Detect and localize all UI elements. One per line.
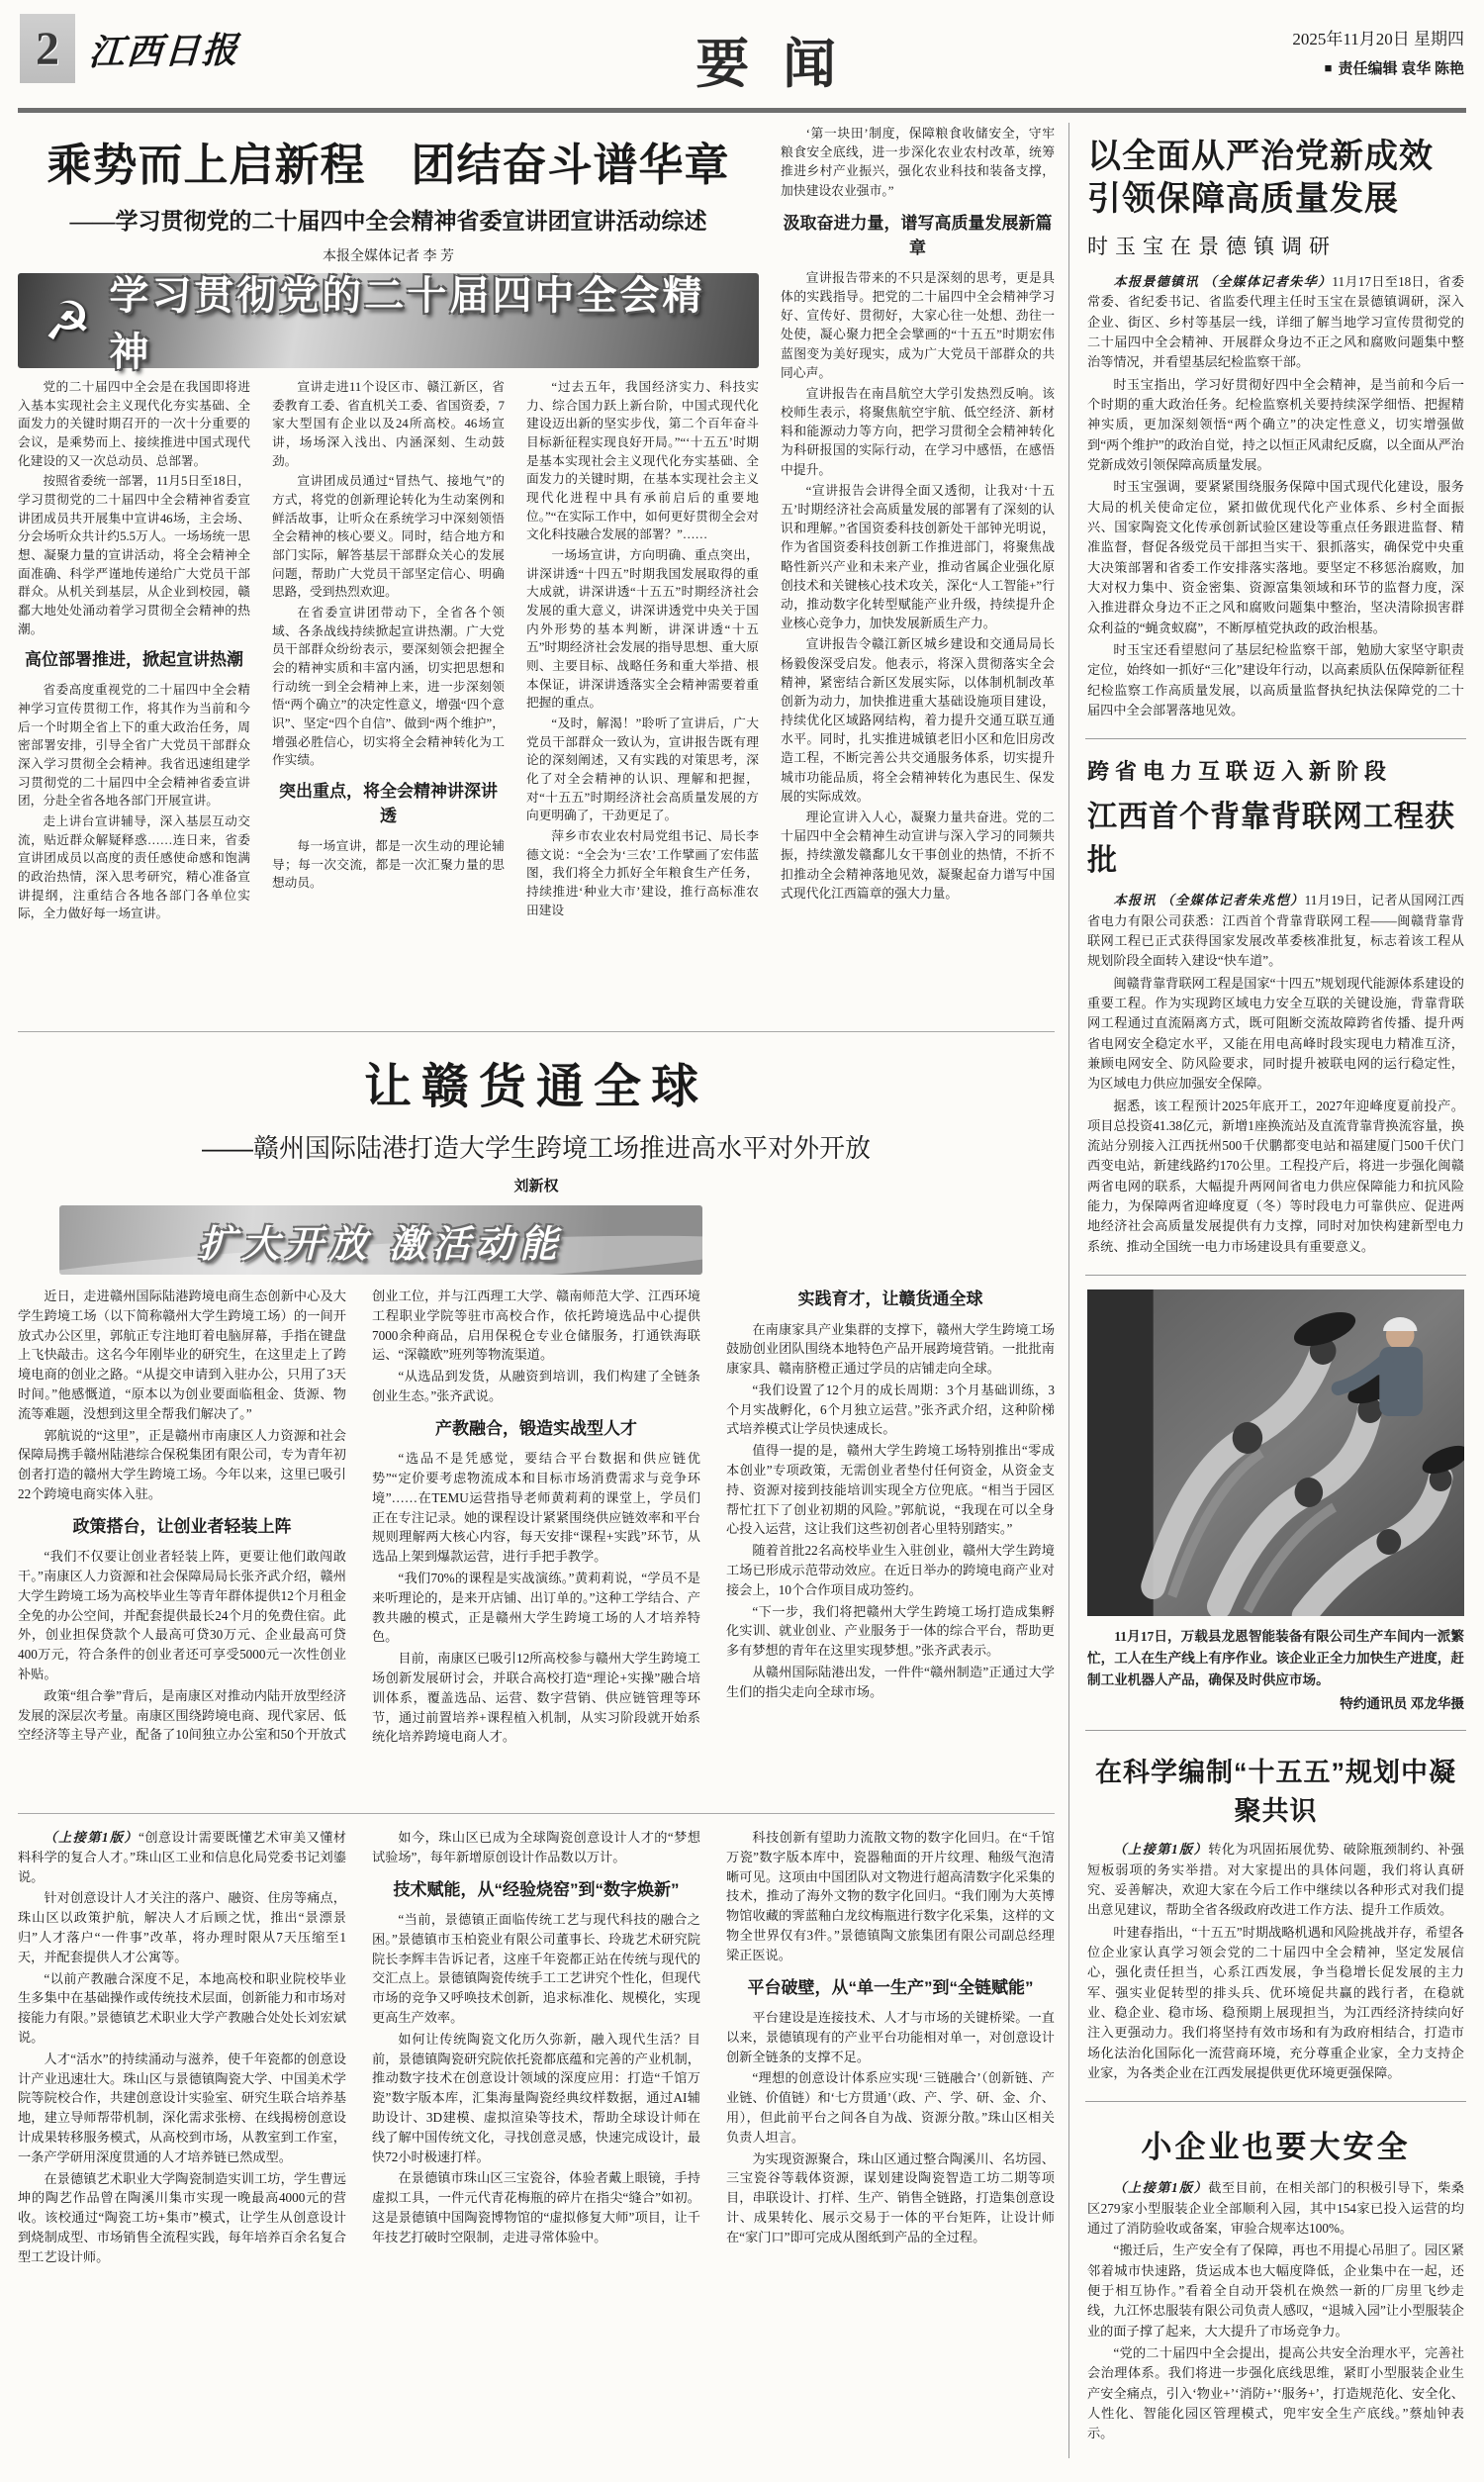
paragraph: 走上讲台宣讲辅导，深入基层互动交流，贴近群众解疑释惑……连日来，省委宣讲团成员以高度的责任感使命感和饱满的政治热情，深入思考研究，精心准备宣讲提纲，注重结合各地各部门各单位实际，全力做好每一场宣讲。 <box>18 814 250 921</box>
page-number: 2 <box>20 14 75 83</box>
article-155-plan-consensus <box>1085 1730 1466 2097</box>
section-subhead: 产教融合，锻造实战型人才 <box>435 1418 637 1438</box>
rail-body-1 <box>1087 272 1464 720</box>
paragraph: 目前，南康区已吸引12所高校参与赣州大学生跨境工场创新发展研讨会，并联合高校打造“理论+实操”融合培训体系，覆盖选品、运营、数字营销、供应链管理等环节，通过前置培养+课程植入机制，从实习阶段就开始系统化培养跨境电商人才。 <box>372 1651 700 1745</box>
article-discipline-inspection <box>1085 123 1466 734</box>
section-subhead: 实践育才，让赣货通全球 <box>797 1289 983 1308</box>
paragraph: “及时，解渴！”聆听了宣讲后，广大党员干部群众一致认为，宣讲报告既有理论的深刻阐述，又有实践的对策思考，深化了对全会精神的认识、理解和把握，对“十五五”时期经济社会高质量发展的方向更明确了，干劲更足了。 <box>525 716 759 823</box>
section-subhead: 汲取奋进力量，谱写高质量发展新篇章 <box>783 213 1053 258</box>
top-byline: 本报全媒体记者 李 芳 <box>322 249 454 264</box>
paragraph: 在省委宣讲团带动下，全省各个领域、各条战线持续掀起宣讲热潮。广大党员干部群众纷纷表示，要深刻领会把握全会的精神实质和丰富内涵，切实把思想和行动统一到全会精神上来，进一步深刻领悟“两个确立”的决定性意义，增强“四个意识”、坚定“四个自信”、做到“两个维护”，增强必胜信心，切实将全会精神转化为工作实绩。 <box>271 606 505 768</box>
paragraph: “我们设置了12个月的成长周期：3个月基础训练，3个月实战孵化，6个月独立运营。”张齐武介绍，这种阶梯式培养模式让学员快速成长。 <box>726 1382 1055 1437</box>
paragraph: 在景德镇市珠山区三宝瓷谷，体验者戴上眼镜，手持虚拟工具，一件元代青花梅瓶的碎片在指尖“缝合”如初。这是景德镇中国陶瓷博物馆的“虚拟修复大师”项目，让千年技艺打破时空限制，走进寻常体验中。 <box>372 2170 700 2244</box>
paragraph: 宣讲走进11个设区市、赣江新区，省委教育工委、省直机关工委、省国资委，7家大型国有企业以及24所高校。46场宣讲，场场深入浅出、内涵深刻、生动鼓劲。 <box>271 380 505 468</box>
top-subtitle: ——学习贯彻党的二十届四中全会精神省委宣讲团宣讲活动综述 <box>69 209 707 234</box>
paragraph: 近日，走进赣州国际陆港跨境电商生态创新中心及大学生跨境工场（以下简称赣州大学生跨境工场）的一间开放式办公区里，郭航正专注地盯着电脑屏幕，手指在键盘上飞快敲击。这名今年刚毕业的研究生，在这里走上了跨境电商的创业之路。“从提交申请到入驻办公，只用了3天时间。”他感慨道，“原本以为创业要面临租金、货源、物流等难题，没想到这里全帮我们解决了。” <box>18 1289 346 1421</box>
page-header <box>18 10 1466 113</box>
paragraph: 宣讲报告在南昌航空大学引发热烈反响。该校师生表示，将聚焦航空宇航、低空经济、新材料和能源动力等方向，把学习贯彻全会精神转化为科研报国的实际行动，在学习中感悟，在感悟中提升。 <box>780 386 1055 477</box>
paragraph: 值得一提的是，赣州大学生跨境工场特别推出“零成本创业”专项政策，无需创业者垫付任何资金，从资金支持、资源对接到技能培训实现全方位兜底。“相当于园区帮忙扛下了创业初期的风险。”郭航说，“我现在可以全身心投入运营，这让我们这些初创者心里特别踏实。” <box>726 1443 1055 1537</box>
paragraph: “下一步，我们将把赣州大学生跨境工场打造成集孵化实训、就业创业、产业服务于一体的综合平台，帮助更多有梦想的青年在这里实现梦想。”张齐武表示。 <box>726 1603 1055 1659</box>
paragraph: 党的二十届四中全会是在我国即将进入基本实现社会主义现代化夯实基础、全面发力的关键时期召开的一次十分重要的会议，是乘势而上、接续推进中国式现代化建设的又一次总动员、总部署。 <box>18 380 250 468</box>
top-article-sidecolumn <box>781 123 1055 1019</box>
paragraph: “宣讲报告会讲得全面又透彻，让我对‘十五五’时期经济社会高质量发展的部署有了深刻的认识和理解。”省国资委科技创新处干部钟光明说，作为省国资委科技创新工作推进部门，将聚焦战略性新兴产业和未来产业，推动省属企业强化原创技术和关键核心技术攻关，深化“人工智能+”行动，推动数字化转型赋能产业升级，持续提升企业核心竞争力，加快发展新质生产力。 <box>780 483 1055 631</box>
paragraph: 一场场宣讲，方向明确、重点突出，讲深讲透“十四五”时期我国发展取得的重大成就，讲深讲透“十五五”时期经济社会发展的重大意义，讲深讲透党中央关于国内外形势的基本判断，讲深讲透“十五五”时期经济社会发展的指导思想、重大原则、主要目标、战略任务和重大举措、根本保证，讲深讲透落实全会精神需要着重把握的重点。 <box>525 548 759 711</box>
middle-byline: 刘新权 <box>513 1179 559 1194</box>
article-plenum-tour <box>18 123 1055 1032</box>
paragraph: 政策“组合拳”背后，是南康区对推动内陆开放型经济发展的深层次考量。南康区围绕跨境电商、现代家居、低空经济等主导产业，配备了10间独立办公室和50个开放式创业工位，并与江西理工大学、赣南师范大学、江西环境工程职业学院等驻市高校合作，依托跨境选品中心提供7000余种商品，启用保税仓专业仓储服务，打通铁海联运、“深赣欧”班列等物流渠道。 <box>18 1289 700 1743</box>
middle-subtitle: ——赣州国际陆港打造大学生跨境工场推进高水平对外开放 <box>201 1133 871 1163</box>
paragraph: “过去五年，我国经济实力、科技实力、综合国力跃上新台阶，中国式现代化建设迈出新的坚实步伐，第二个百年奋斗目标新征程实现良好开局。”“‘十五五’时期是基本实现社会主义现代化夯实基础、全面发力的关键时期，在基本实现社会主义现代化进程中具有承前启后的重要地位。”“在实际工作中，如何更好贯彻全会对文化科技融合发展的部署？”…… <box>525 380 759 542</box>
article-power-grid <box>1085 738 1466 1271</box>
paragraph: “我们不仅要让创业者轻装上阵，更要让他们敢闯敢干。”南康区人力资源和社会保障局局长张齐武介绍，赣州大学生跨境工场为高校毕业生等青年群体提供12个月租金全免的办公空间，并配套提供最长24个月的免费住宿。此外，创业担保贷款个人最高可贷30万元、企业最高可贷400万元，符合条件的创业者还可享受5000元一次性创业补贴。 <box>18 1549 346 1682</box>
section-subhead: 平台破壁，从“单一生产”到“全链赋能” <box>747 1977 1034 1997</box>
paragraph: 郭航说的“这里”，正是赣州市南康区人力资源和社会保障局携手赣州陆港综合保税集团有限公司，专为青年初创者打造的赣州大学生跨境工场。今年以来，这里已吸引22个跨境电商实体入驻。 <box>18 1427 346 1501</box>
open-up-banner <box>59 1205 702 1275</box>
banner-text: 扩大开放 激活动能 <box>198 1223 564 1266</box>
masthead-logo: 江西日报 <box>87 30 241 72</box>
paragraph: 据悉，该工程预计2025年底开工，2027年迎峰度夏前投产。项目总投资41.38亿元，新增1座换流站及直流背靠背换流容量，换流站分别接入江西抚州500千伏鹏都变电站和福建厦门500千伏门西变电站，新建线路约170公里。工程投产后，将进一步强化闽赣两省电网的联系，大幅提升两网间省电力供应保障能力和抗风险能力，为保障两省迎峰度夏（冬）等时段电力可靠供应、促进两地经济社会高质量发展提供有力支撑，同时对加快构建新型电力系统、推动全国统一电力市场建设具有重要意义。 <box>1087 1098 1464 1254</box>
top-headline: 乘势而上启新程 团结奋斗谱华章 <box>46 140 730 190</box>
top-article-body <box>18 378 759 1019</box>
paragraph: 宣讲团成员通过“冒热气、接地气”的方式，将党的创新理论转化为生动案例和鲜活故事，让听众在系统学习中深刻领悟全会精神的核心要义。同时，结合地方和部门实际，解答基层干部群众关心的发展问题，帮助广大党员干部坚定信心、明确思路，受到热烈欢迎。 <box>271 474 505 600</box>
section-subhead: 技术赋能，从“经验烧窑”到“数字焕新” <box>393 1879 680 1899</box>
paragraph: （上接第1版）转化为巩固拓展优势、破除瓶颈制约、补强短板弱项的务实举措。对大家提出的具体问题，我们将认真研究、妥善解决，欢迎大家在今后工作中继续以各种形式对我们提出意见建议，帮助全省各级政府改进工作方法、提升工作质效。 <box>1087 1842 1464 1918</box>
issue-date: 2025年11月20日 星期四 <box>1292 30 1464 48</box>
paragraph: 宣讲报告令赣江新区城乡建设和交通局局长杨毅俊深受启发。他表示，将深入贯彻落实全会精神，紧密结合新区发展实际，以体制机制改革创新为动力，加快推进重大基础设施项目建设，持续优化区域路网结构，着力提升交通互联互通水平。同时，扎实推进城镇老旧小区和危旧房改造工程，不断完善公共交通服务体系，切实提升城市功能品质，将全会精神转化为惠民生、保发展的实际成效。 <box>780 637 1055 804</box>
paragraph: 如今，珠山区已成为全球陶瓷创意设计人才的“梦想试验场”，每年新增原创设计作品数以万计。 <box>372 1830 700 1864</box>
middle-headline: 让赣货通全球 <box>363 1061 708 1113</box>
paragraph: “搬迁后，生产安全有了保障，再也不用提心吊胆了。园区紧邻着城市快速路，货运成本也大幅度降低，企业集中在一起，还便于相互协作。”看着全自动开袋机在焕然一新的厂房里飞纱走线，九江怀忠服装有限公司负责人感叹，“退城入园”让小型服装企业的面子撑了起来，大大提升了市场竞争力。 <box>1087 2243 1464 2339</box>
article-jingdezhen-design-continued <box>18 1814 1055 2271</box>
section-subhead: 突出重点，将全会精神讲深讲透 <box>278 782 498 826</box>
paragraph: 在南康家具产业集群的支撑下，赣州大学生跨境工场鼓励创业团队围绕本地特色产品开展跨境营销。一批批南康家具、赣南脐橙正通过学员的店铺走向全球。 <box>726 1321 1055 1377</box>
right-rail <box>1068 123 1466 2458</box>
paragraph: 时玉宝强调，要紧紧围绕服务保障中国式现代化建设，服务大局的机关使命定位，紧扣做优现代化产业体系、乡村全面振兴、国家陶瓷文化传承创新试验区建设等重点任务跟进监督、精准监督，督促各级党员干部担当实干、狠抓落实，确保党中央重大决策部署和省委工作安排落实落地。要坚定不移惩治腐败，加大对权力集中、资金密集、资源富集领域和环节的监督力度，深入推进群众身边不正之风和腐败问题集中整治，坚决清除损害群众利益的“蝇贪蚁腐”，不断厚植党执政的政治根基。 <box>1087 479 1464 635</box>
rail-headline-2: 江西首个背靠背联网工程获批 <box>1087 801 1455 878</box>
rail-body-3 <box>1087 1840 1464 2083</box>
paragraph: 本报讯 （全媒体记者朱兆恺）11月19日，记者从国网江西省电力有限公司获悉：江西首个背靠背联网工程——闽赣背靠背联网工程已正式获得国家发展改革委核准批复，标志着该工程从规划阶段全面转入建设“快车道”。 <box>1087 893 1464 969</box>
paragraph: 科技创新有望助力流散文物的数字化回归。在“千馆万瓷”数字版本库中，瓷器釉面的开片纹理、釉级气泡清晰可见。这项由中国团队对文物进行超高清数字化采集的技术，推动了海外文物的数字化回归。“我们刚为大英博物馆收藏的霁蓝釉白龙纹梅瓶进行数字化采集，这样的文物全世界仅有3件。”景德镇陶文旅集团有限公司副总经理梁正医说。 <box>726 1830 1055 1962</box>
paragraph: （上接第1版）截至目前，在相关部门的积极引导下，柴桑区279家小型服装企业全部顺利入园，其中154家已投入运营的均通过了消防验收或备案，审验合规率达100%。 <box>1087 2180 1464 2236</box>
news-photo <box>1087 1289 1464 1616</box>
banner-text: 学习贯彻党的二十届四中全会精神 <box>109 274 705 374</box>
paragraph: 时玉宝还看望慰问了基层纪检监察干部，勉励大家坚守职责定位，始终如一抓好“三化”建设年行动，以高素质队伍保障新征程纪检监察工作高质量发展，以高质量监督执纪执法保障党的二十届四中全会部署落地见效。 <box>1087 641 1464 717</box>
paragraph: 本报景德镇讯 （全媒体记者朱华）11月17日至18日，省委常委、省纪委书记、省监委代理主任时玉宝在景德镇调研，深入企业、街区、乡村等基层一线，详细了解当地学习宣传贯彻党的二十届四中全会精神、开展群众身边不正之风和腐败问题集中整治等情况，并看望基层纪检监察干部。 <box>1087 274 1465 370</box>
paragraph: 理论宣讲入人心，凝聚力量共奋进。党的二十届四中全会精神生动宣讲与深入学习的同频共振，持续激发赣鄱儿女干事创业的热情，不折不扣推动全会精神落地见效，凝聚起奋力谱写中国式现代化江西篇章的强大力量。 <box>780 811 1055 901</box>
study-plenum-banner <box>18 273 759 374</box>
article-gan-goods-global <box>18 1032 1055 1814</box>
paragraph: 如何让传统陶瓷文化历久弥新，融入现代生活？目前，景德镇陶瓷研究院依托瓷都底蕴和完善的产业机制，推动数字技术在创意设计领域的深度应用：打造“千馆万瓷”数字版本库，汇集海量陶瓷经典纹样数据，通过AI辅助设计、3D建模、虚拟渲染等技术，帮助全球设计师在线了解中国传统文化，寻找创意灵感，快速完成设计，最快72小时极速打样。 <box>372 2031 700 2164</box>
left-region <box>18 123 1055 2458</box>
paragraph: 随着首批22名高校毕业生入驻创业，赣州大学生跨境工场已形成示范带动效应。在近日举办的跨境电商产业对接会上，10个合作项目成功签约。 <box>726 1543 1055 1597</box>
paragraph: 时玉宝指出，学习好贯彻好四中全会精神，是当前和今后一个时期的重大政治任务。纪检监察机关要持续深学细悟、把握精神实质，更加深刻领悟“两个确立”的决定性意义，切实增强做到“两个维护”的政治自觉，持之以恒正风肃纪反腐，以全面从严治党新成效引领保障高质量发展。 <box>1087 376 1464 472</box>
paragraph: “理想的创意设计体系应实现‘三链融合’（创新链、产业链、价值链）和‘七方贯通’（政、产、学、研、金、介、用），但此前平台之间各自为战、资源分散。”珠山区相关负责人坦言。 <box>726 2070 1055 2145</box>
party-emblem-icon: ☭ <box>44 291 92 351</box>
paragraph: 省委高度重视党的二十届四中全会精神学习宣传贯彻工作，将其作为当前和今后一个时期全省上下的重大政治任务，周密部署安排，引导全省广大党员干部群众深入学习贯彻全会精神。我省迅速组建学习贯彻党的二十届四中全会精神省委宣讲团，分赴全省各地各部门开展宣讲。 <box>18 683 250 809</box>
paragraph: 闽赣背靠背联网工程是国家“十四五”规划现代能源体系建设的重要工程。作为实现跨区域电力安全互联的关键设施，背靠背联网工程通过直流隔离方式，既可阻断交流故障跨省传播、提升两省电网安全稳定水平，又能在用电高峰时段实现电力精准互济，兼顾电网安全、防风险要求，同时提升被联电网的运行稳定性，为区域电力供应加强安全保障。 <box>1087 975 1464 1092</box>
rail-kicker-2: 跨省电力互联迈入新阶段 <box>1087 759 1393 785</box>
paragraph: 为实现资源聚合，珠山区通过整合陶溪川、名坊园、三宝瓷谷等载体资源，谋划建设陶瓷智造工坊二期等项目，串联设计、打样、生产、销售全链路，打造集创意设计、成果转化、展示交易于一体的平台矩阵，让设计师在“家门口”即可完成从图纸到产品的全过程。 <box>726 2150 1055 2244</box>
photo-credit: 特约通讯员 邓龙华摄 <box>1340 1696 1464 1712</box>
paragraph: “党的二十届四中全会提出，提高公共安全治理水平，完善社会治理体系。我们将进一步强化底线思维，紧盯小型服装企业生产安全痛点，引入‘物业+’‘消防+’‘服务+’，打造规范化、安全化、人性化、智能化园区管理模式，兜牢安全生产底线。”蔡灿钟表示。 <box>1087 2344 1464 2441</box>
paragraph: ‘第一块田’制度，保障粮食收储安全，守牢粮食安全底线，进一步深化农业农村改革，统筹推进乡村产业振兴，强化农业科技和装备支撑，加快建设农业强市。” <box>780 127 1055 198</box>
bottom-article-body <box>18 1828 1055 2271</box>
paragraph: 人才“活水”的持续涌动与滋养，使千年瓷都的创意设计产业迅速壮大。珠山区与景德镇陶瓷大学、中国美术学院等院校合作，共建创意设计实验室、研究生联合培养基地，建立导师帮带机制，深化需求张榜、在线揭榜创意设计成果转移服务模式，从高校到市场，从教室到工作室，一条产学研用深度贯通的人才培养链已然成型。 <box>18 2051 346 2164</box>
rail-dek-1: 时玉宝在景德镇调研 <box>1087 235 1337 258</box>
paragraph: “当前，景德镇正面临传统工艺与现代科技的融合之困。”景德镇市玉柏瓷业有限公司董事长、玲珑艺术研究院院长李辉丰告诉记者，这座千年瓷都正站在传统与现代的交汇点上。景德镇陶瓷传统手工工艺讲究个性化，但现代市场的竞争又呼唤技术创新，追求标准化、规模化，实现更高生产效率。 <box>372 1912 700 2026</box>
paragraph: 平台建设是连接技术、人才与市场的关键桥梁。一直以来，景德镇现有的产业平台功能相对单一，对创意设计创新全链条的支撑不足。 <box>726 2010 1055 2064</box>
article-small-enterprise-safety <box>1085 2101 1466 2457</box>
rail-body-4 <box>1087 2178 1464 2443</box>
editors-line <box>1292 55 1464 84</box>
paragraph: 叶建春指出，“十五五”时期战略机遇和风险挑战并存，希望各位企业家认真学习领会党的二十届四中全会精神，坚定发展信心，强化责任担当，心系江西发展，争当稳增长促发展的主力军、强实业促转型的排头兵、优环境促共赢的践行者，在稳就业、稳企业、稳市场、稳预期上展现担当，为江西经济持续向好注入更强动力。我们将坚持有效市场和有为政府相结合，打造市场化法治化国际化一流营商环境，充分尊重企业家，全力支持企业家，为各类企业在江西发展提供更优环境更强保障。 <box>1087 1924 1464 2080</box>
paragraph: 按照省委统一部署，11月5日至18日，学习贯彻党的二十届四中全会精神省委宣讲团成员共开展集中宣讲46场，主会场、分会场听众共计约5.5万人。一场场统一思想、凝聚力量的宣讲活动，将全会精神全面准确、科学严谨地传递给广大党员干部群众。从机关到基层，从企业到校园，赣鄱大地处处涌动着学习贯彻全会精神的热潮。 <box>18 474 250 636</box>
rail-body-2 <box>1087 891 1464 1257</box>
editor-marker-icon: ■ <box>1324 60 1333 76</box>
section-title: 要闻 <box>696 35 871 94</box>
rail-headline-1: 以全面从严治党新成效引领保障高质量发展 <box>1087 139 1434 218</box>
rail-headline-4: 小企业也要大安全 <box>1141 2130 1411 2165</box>
paragraph: 萍乡市农业农村局党组书记、局长李德文说：“全会为‘三农’工作擘画了宏伟蓝图，我们将全力抓好全年粮食生产任务，持续推进‘种业大市’建设，推行高标准农田建设 <box>525 829 759 917</box>
section-subhead: 政策搭台，让创业者轻装上阵 <box>72 1516 292 1536</box>
paragraph: 每一场宣讲，都是一次生动的理论辅导；每一次交流，都是一次汇聚力量的思想动员。 <box>271 839 505 891</box>
paragraph: “我们70%的课程是实战演练。”黄莉莉说，“学员不是来听理论的，是来开店铺、出订单的。”这种工学结合、产教共融的模式，正是赣州大学生跨境工场的人才培养特色。 <box>372 1571 700 1645</box>
paragraph: （上接第1版）“创意设计需要既懂艺术审美又懂材料科学的复合人才。”珠山区工业和信息化局党委书记刘鎏说。 <box>18 1830 346 1884</box>
paragraph: “以前产教融合深度不足，本地高校和职业院校毕业生多集中在基础操作或传统技术层面，创新能力和市场对接能力有限。”景德镇艺术职业大学产教融合处处长刘宏斌说。 <box>18 1970 346 2045</box>
section-subhead: 高位部署推进，掀起宣讲热潮 <box>24 650 243 670</box>
paragraph: 在景德镇艺术职业大学陶瓷制造实训工坊，学生曹远坤的陶艺作品曾在陶溪川集市实现一晚最高4000元的营收。该校通过“陶瓷工坊+集市”模式，让学生从创意设计到烧制成型、市场销售全流程实践，每年培养百余名复合型工艺设计师。 <box>18 2170 346 2264</box>
rail-headline-3: 在科学编制“十五五”规划中凝聚共识 <box>1095 1758 1456 1827</box>
middle-article-body <box>18 1287 1055 1801</box>
photo-block <box>1085 1275 1466 1726</box>
photo-caption: 11月17日，万载县龙恩智能装备有限公司生产车间内一派繁忙，工人在生产线上有序作业。该企业正全力加快生产进度，赶制工业机器人产品，确保及时供应市场。 <box>1087 1629 1464 1687</box>
paragraph: 针对创意设计人才关注的落户、融资、住房等痛点，珠山区以政策护航，解决人才后顾之忧，推出“景漂景归”人才落户“一件事”改革，将办理时限从7天压缩至1天，并配套提供人才公寓等。 <box>18 1890 346 1964</box>
paragraph: “从选品到发货，从融资到培训，我们构建了全链条创业生态。”张齐武说。 <box>372 1369 700 1403</box>
paragraph: 宣讲报告带来的不只是深刻的思考，更是具体的实践指导。把党的二十届四中全会精神学习好、宣传好、贯彻好，大家心往一处想、劲往一处使，凝心聚力把全会擘画的“十五五”时期宏伟蓝图变为美好现实，成为广大党员干部群众的共同心声。 <box>780 270 1055 380</box>
editors-names: 责任编辑 袁华 陈艳 <box>1338 61 1464 78</box>
paragraph: 从赣州国际陆港出发，一件件“赣州制造”正通过大学生们的指尖走向全球市场。 <box>726 1665 1055 1699</box>
paragraph: “选品不是凭感觉，要结合平台数据和供应链优势”“定价要考虑物流成本和目标市场消费需求与竞争环境”……在TEMU运营指导老师黄莉莉的课堂上，学员们正在专注记录。她的课程设计紧紧围绕供应链效率和平台规则理解两大核心内容，每天安排“课程+实践”环节，从选品上架到爆款运营，进行手把手教学。 <box>372 1451 700 1565</box>
